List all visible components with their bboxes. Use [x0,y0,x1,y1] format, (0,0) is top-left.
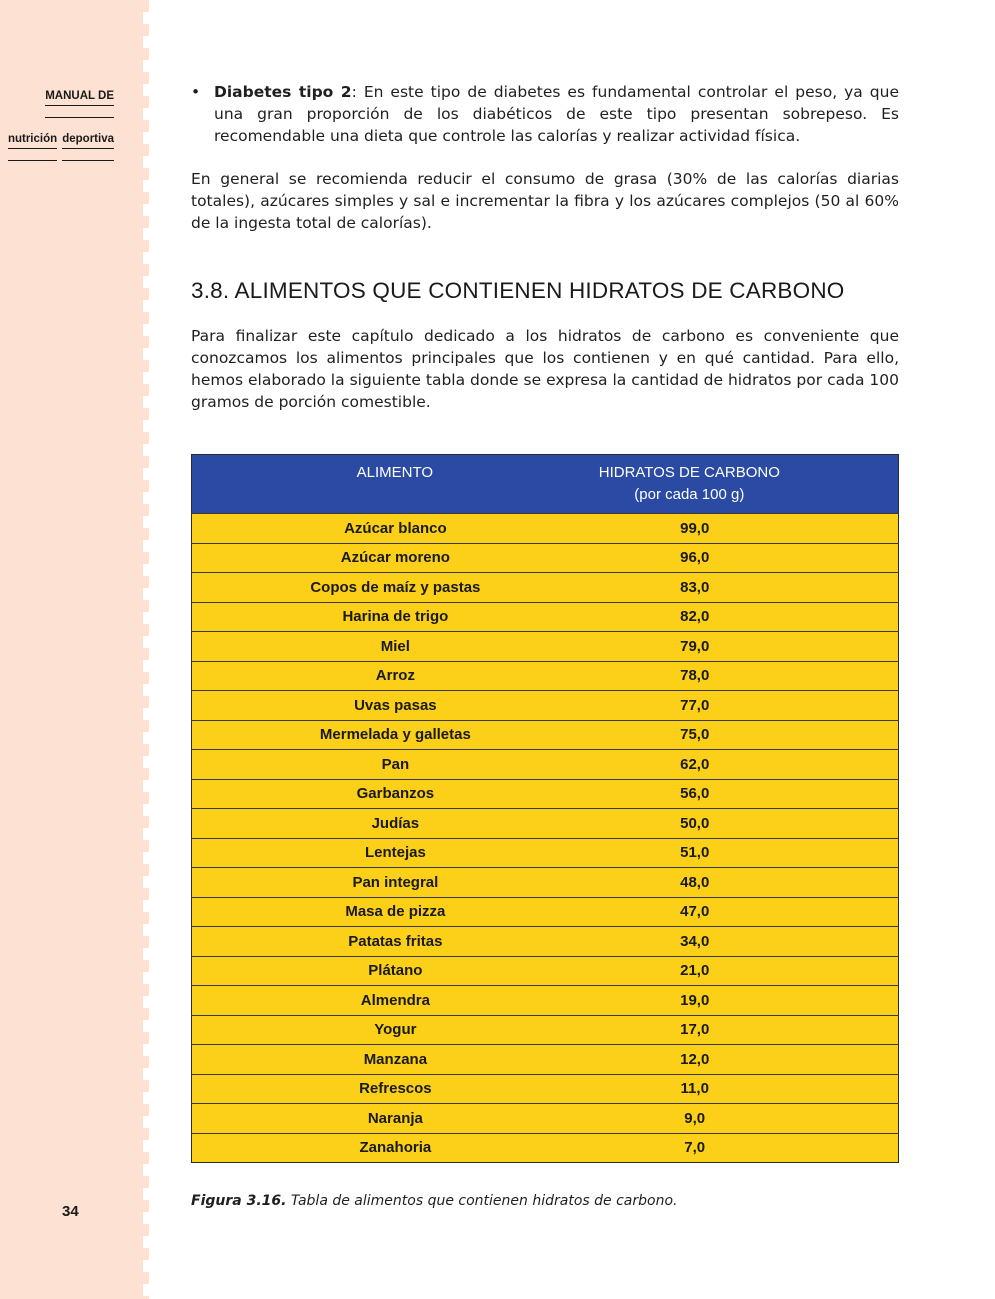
running-head-line-2: nutrición [8,133,57,149]
bullet-text [214,81,899,147]
carbs-value: 51,0 [680,844,710,862]
carbs-cell [599,632,899,662]
food-cell: Uvas pasas [192,691,599,721]
table-row [192,868,899,898]
caption-label: Figura 3.16. [191,1193,287,1209]
food-cell: Lentejas [192,838,599,868]
carbs-value: 11,0 [680,1080,709,1098]
table-row [192,602,899,632]
carbs-cell [599,573,899,603]
table-body [192,514,899,1163]
carbs-cell [599,720,899,750]
food-cell: Manzana [192,1045,599,1075]
carbs-cell [599,691,899,721]
table-row [192,1104,899,1134]
carbs-cell [599,897,899,927]
food-cell: Plátano [192,956,599,986]
food-cell: Masa de pizza [192,897,599,927]
header-carbs-block [599,462,780,506]
carbs-cell [599,602,899,632]
margin-tick-pattern [143,0,149,1299]
food-cell: Pan [192,750,599,780]
carbs-value: 9,0 [684,1109,706,1127]
carbs-value: 21,0 [680,962,710,980]
carbs-value: 82,0 [680,608,710,626]
carbs-value: 79,0 [680,637,710,655]
header-carbs-line-2: (por cada 100 g) [634,486,745,503]
carbs-value: 50,0 [680,814,710,832]
table-row [192,543,899,573]
carbs-cell [599,543,899,573]
header-carbs-line-1: HIDRATOS DE CARBONO [598,464,780,481]
header-carbs [599,455,899,514]
table-row [192,838,899,868]
carbs-cell [599,838,899,868]
food-cell: Zanahoria [192,1133,599,1163]
food-cell: Azúcar blanco [192,514,599,544]
carbs-value: 78,0 [680,667,710,685]
table-row [192,897,899,927]
bullet-dot: • [191,83,201,101]
carbs-value: 99,0 [680,519,710,537]
food-cell: Mermelada y galletas [192,720,599,750]
bullet-diabetes-type-2 [191,81,899,147]
carbs-value: 34,0 [680,932,710,950]
table-row [192,750,899,780]
carbs-cell [599,868,899,898]
table-row [192,956,899,986]
running-head-line-1: MANUAL DE [45,90,114,106]
food-cell: Garbanzos [192,779,599,809]
running-head-line-3: deportiva [62,133,114,149]
table-row [192,720,899,750]
table-row [192,1074,899,1104]
table-header-row [192,455,899,514]
caption-text: Tabla de alimentos que contienen hidratos de carbono. [286,1193,678,1209]
food-cell: Patatas fritas [192,927,599,957]
table-row [192,779,899,809]
table-row [192,986,899,1016]
table-row [192,514,899,544]
bullet-body: : En este tipo de diabetes es fundamental controlar el peso, ya que una gran proporción de los diabéticos de este tipo presentan sobrepeso. Es recomendable una dieta que controle las calorías y realizar actividad física. [214,83,899,145]
carbs-value: 83,0 [680,578,710,596]
carbs-value: 48,0 [680,873,710,891]
carbs-cell [599,1133,899,1163]
food-cell: Almendra [192,986,599,1016]
carbs-value: 96,0 [680,549,710,567]
food-cell: Refrescos [192,1074,599,1104]
paragraph-intro-wrap [191,325,899,413]
paragraph-general-wrap [191,168,899,234]
carbs-cell [599,956,899,986]
table-row [192,691,899,721]
table-row [192,927,899,957]
table-row [192,573,899,603]
figure-caption [191,1193,677,1209]
food-cell: Azúcar moreno [192,543,599,573]
carbs-cell [599,1104,899,1134]
carbs-cell [599,1045,899,1075]
carbs-value: 12,0 [680,1050,710,1068]
food-cell: Arroz [192,661,599,691]
page-margin-band [0,0,148,1299]
carbs-value: 47,0 [680,903,710,921]
carbs-value: 19,0 [680,991,710,1009]
carbs-cell [599,750,899,780]
header-food: ALIMENTO [356,464,434,481]
running-head [0,84,114,170]
carbs-value: 56,0 [680,785,710,803]
page-number: 34 [62,1203,79,1220]
table-row [192,809,899,839]
bullet-lead: Diabetes tipo 2 [214,83,352,101]
carbs-cell [599,779,899,809]
carbs-value: 7,0 [684,1139,706,1157]
table-row [192,1133,899,1163]
table-row [192,1015,899,1045]
carbs-cell [599,986,899,1016]
carbs-cell [599,927,899,957]
carbs-cell [599,809,899,839]
food-cell: Yogur [192,1015,599,1045]
carbs-cell [599,514,899,544]
table-row [192,1045,899,1075]
table-row [192,632,899,662]
food-cell: Pan integral [192,868,599,898]
food-cell: Naranja [192,1104,599,1134]
food-cell: Miel [192,632,599,662]
carbs-value: 75,0 [680,726,710,744]
table-row [192,661,899,691]
food-cell: Judías [192,809,599,839]
carbs-cell [599,661,899,691]
carbs-cell [599,1074,899,1104]
food-cell: Harina de trigo [192,602,599,632]
paragraph-general: En general se recomienda reducir el consumo de grasa (30% de las calorías diarias totales), azúcares simples y sal e incrementar la fibra y los azúcares complejos (50 al 60% de la ingesta total de calorías). [191,170,899,232]
carbs-value: 17,0 [680,1021,710,1039]
paragraph-intro: Para finalizar este capítulo dedicado a los hidratos de carbono es conveniente que conozcamos los alimentos principales que los contienen y en qué cantidad. Para ello, hemos elaborado la siguiente tabla donde se expresa la cantidad de hidratos por cada 100 gramos de porción comestible. [191,327,899,411]
carbohydrate-table [191,454,899,1163]
carbs-value: 62,0 [680,755,710,773]
section-title: 3.8. ALIMENTOS QUE CONTIENEN HIDRATOS DE CARBONO [191,278,845,303]
carbs-value: 77,0 [680,696,710,714]
carbs-cell [599,1015,899,1045]
food-cell: Copos de maíz y pastas [192,573,599,603]
